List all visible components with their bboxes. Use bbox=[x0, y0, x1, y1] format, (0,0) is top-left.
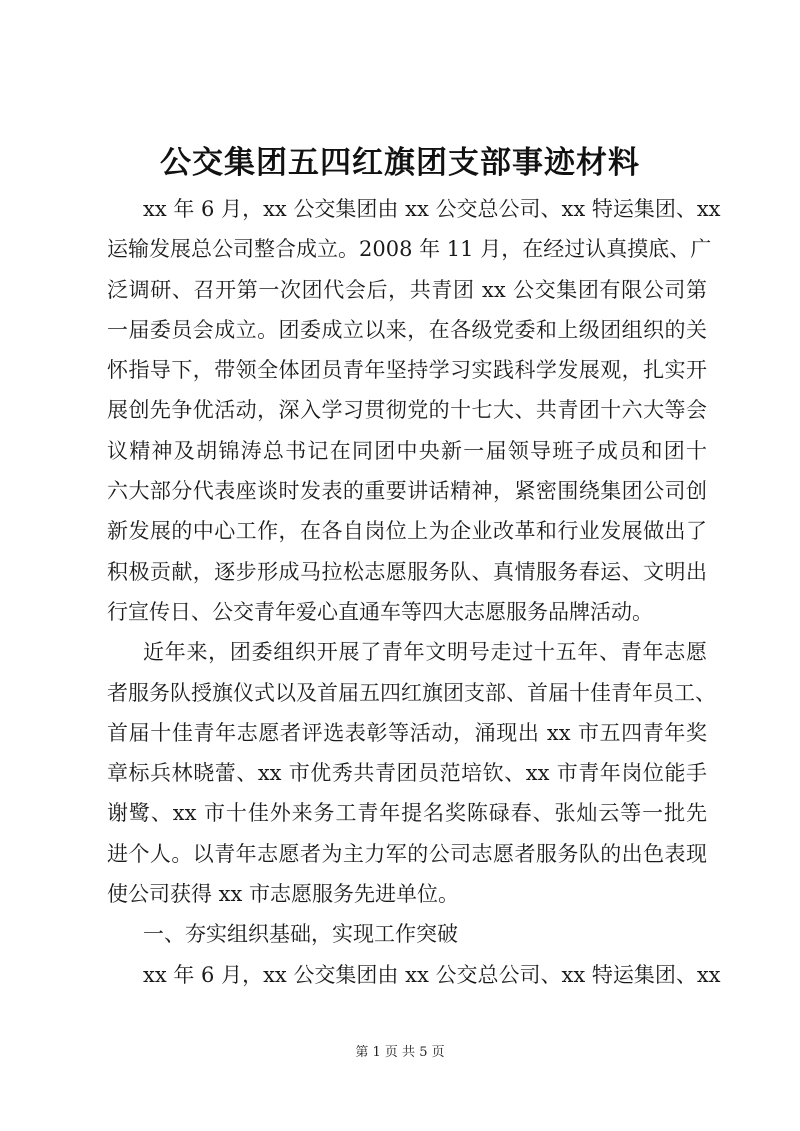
text-line: 进个人。以青年志愿者为主力军的公司志愿者服务队的出色表现 bbox=[107, 841, 707, 866]
text-line: 一届委员会成立。团委成立以来，在各级党委和上级团组织的关 bbox=[107, 317, 707, 342]
text-line: 议精神及胡锦涛总书记在同团中央新一届领导班子成员和团十 bbox=[107, 438, 707, 463]
document-body bbox=[107, 189, 721, 995]
text-line: 章标兵林晓蕾、xx 市优秀共青团员范培钦、xx 市青年岗位能手 bbox=[107, 761, 707, 786]
text-line: 近年来，团委组织开展了青年文明号走过十五年、青年志愿 bbox=[143, 640, 707, 665]
text-line: 使公司获得 xx 市志愿服务先进单位。 bbox=[107, 882, 460, 907]
text-line: 展创先争优活动，深入学习贯彻党的十七大、共青团十六大等会 bbox=[107, 398, 707, 423]
text-line: 怀指导下，带领全体团员青年坚持学习实践科学发展观，扎实开 bbox=[107, 358, 707, 383]
text-line: 行宣传日、公交青年爱心直通车等四大志愿服务品牌活动。 bbox=[107, 599, 653, 624]
text-line: 首届十佳青年志愿者评选表彰等活动，涌现出 xx 市五四青年奖 bbox=[107, 720, 707, 745]
document-title: 公交集团五四红旗团支部事迹材料 bbox=[160, 145, 640, 181]
text-line: 运输发展总公司整合成立。2008 年 11 月，在经过认真摸底、广 bbox=[107, 237, 712, 262]
text-line: 六大部分代表座谈时发表的重要讲话精神，紧密围绕集团公司创 bbox=[107, 479, 707, 504]
text-line: 泛调研、召开第一次团代会后，共青团 xx 公交集团有限公司第 bbox=[107, 277, 707, 302]
text-line: xx 年 6 月，xx 公交集团由 xx 公交总公司、xx 特运集团、xx bbox=[143, 962, 721, 987]
section-heading: 一、夯实组织基础，实现工作突破 bbox=[143, 922, 458, 947]
text-line: 者服务队授旗仪式以及首届五四红旗团支部、首届十佳青年员工、 bbox=[107, 680, 716, 705]
page-footer: 第 1 页 共 5 页 bbox=[355, 1045, 445, 1060]
text-line: 积极贡献，逐步形成马拉松志愿服务队、真情服务春运、文明出 bbox=[107, 559, 707, 584]
text-line: 新发展的中心工作，在各自岗位上为企业改革和行业发展做出了 bbox=[107, 519, 707, 544]
text-line: xx 年 6 月，xx 公交集团由 xx 公交总公司、xx 特运集团、xx bbox=[143, 197, 721, 221]
text-line: 谢鹭、xx 市十佳外来务工青年提名奖陈碌春、张灿云等一批先 bbox=[107, 801, 707, 826]
